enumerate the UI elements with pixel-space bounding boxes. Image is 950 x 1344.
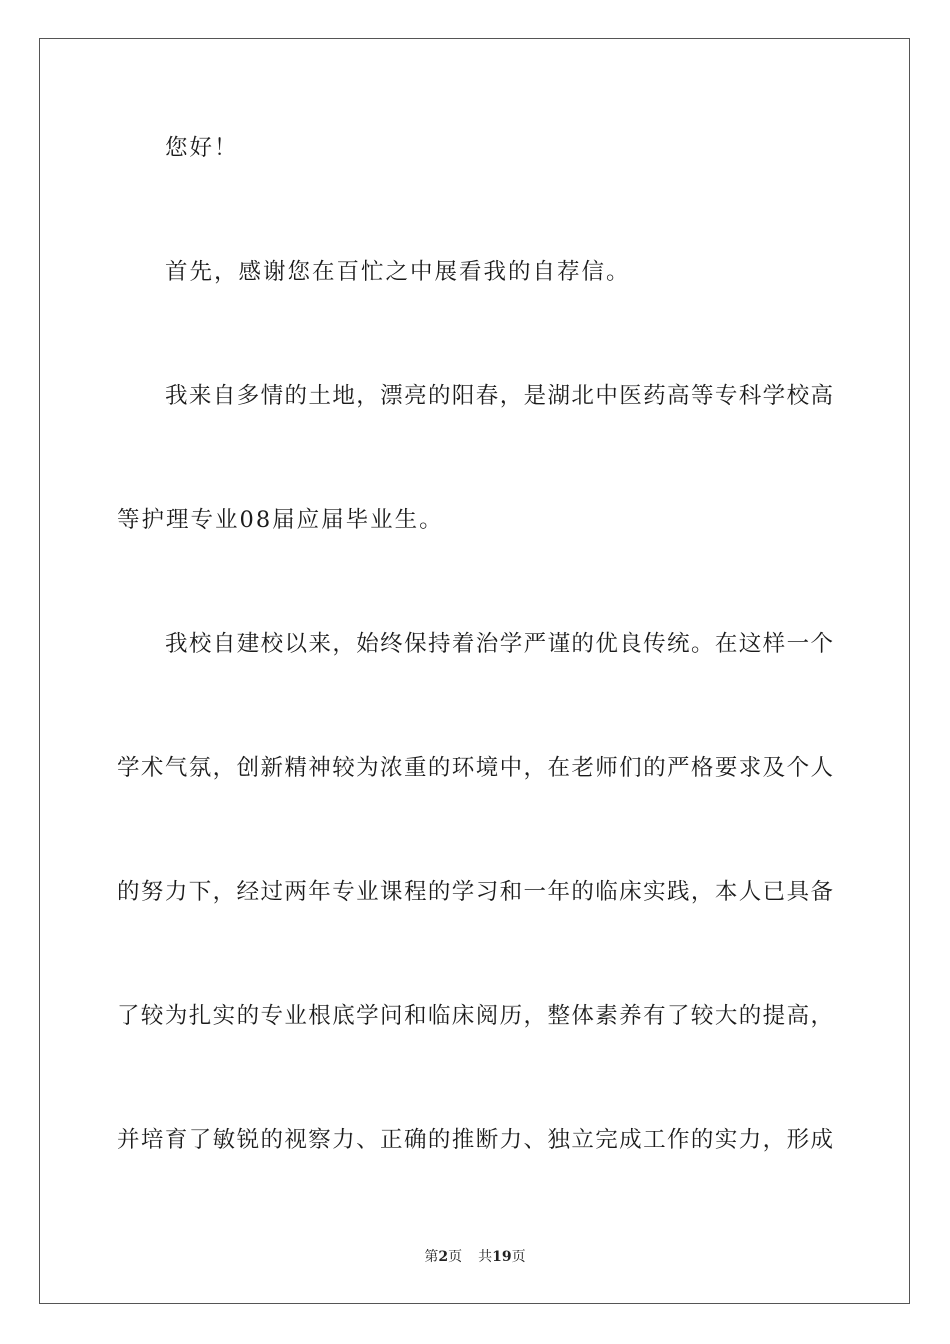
paragraph-line: 了较为扎实的专业根底学问和临床阅历，整体素养有了较大的提高， xyxy=(117,1003,833,1029)
greeting-line: 您好！ xyxy=(165,135,239,161)
page-border xyxy=(39,38,910,1304)
paragraph-line: 并培育了敏锐的视察力、正确的推断力、独立完成工作的实力，形成 xyxy=(117,1127,833,1153)
total-pages: 19 xyxy=(492,1249,512,1265)
paragraph-line: 我校自建校以来，始终保持着治学严谨的优良传统。在这样一个 xyxy=(165,631,833,657)
paragraph-line: 的努力下，经过两年专业课程的学习和一年的临床实践，本人已具备 xyxy=(117,879,833,905)
paragraph-line: 学术气氛，创新精神较为浓重的环境中，在老师们的严格要求及个人 xyxy=(117,755,833,781)
total-suffix: 页 xyxy=(511,1249,526,1265)
page-number: 2 xyxy=(438,1249,449,1265)
paragraph-line: 我来自多情的土地，漂亮的阳春，是湖北中医药高等专科学校高 xyxy=(165,383,833,409)
paragraph-line: 等护理专业08届应届毕业生。 xyxy=(117,507,444,533)
page-footer xyxy=(0,1248,950,1266)
page-suffix: 页 xyxy=(448,1249,463,1265)
page-prefix: 第 xyxy=(424,1249,439,1265)
total-prefix: 共 xyxy=(478,1249,493,1265)
paragraph-line: 首先，感谢您在百忙之中展看我的自荐信。 xyxy=(165,259,631,285)
